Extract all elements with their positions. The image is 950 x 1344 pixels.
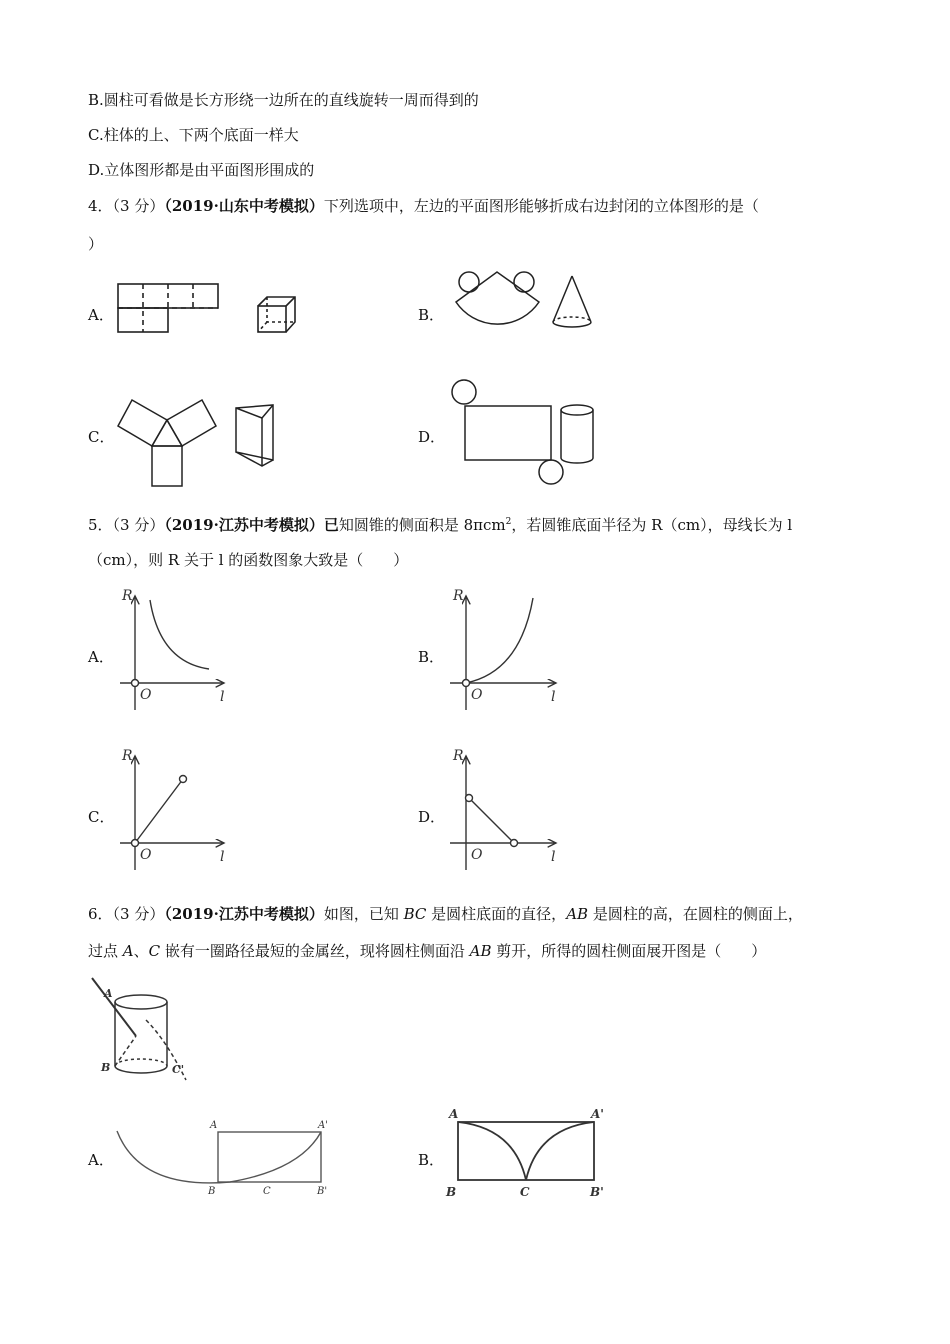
x-axis-label: l xyxy=(551,849,556,865)
label-b: B xyxy=(446,1185,457,1199)
question-source: （2019·江苏中考模拟） xyxy=(164,905,324,923)
x-axis-label: l xyxy=(220,849,225,865)
option-c-text: C.柱体的上、下两个底面一样大 xyxy=(88,126,299,144)
label-b-prime: B' xyxy=(317,1186,328,1197)
q5-option-d-label: D． xyxy=(418,808,446,826)
question-text: 、 xyxy=(133,942,149,960)
question-number: 5． xyxy=(88,516,113,534)
y-axis-label: R xyxy=(453,588,464,604)
point-c: C xyxy=(148,942,161,960)
question-number: 6． xyxy=(88,905,113,923)
question-score: （3 分） xyxy=(112,905,165,923)
origin-label: O xyxy=(471,687,483,703)
question-4-stem-cont: ） xyxy=(88,235,104,253)
label-c: C xyxy=(263,1186,271,1197)
label-c-prime: C' xyxy=(172,1063,185,1076)
question-text: 是圆柱底面的直径， xyxy=(426,905,567,923)
y-axis-label: R xyxy=(122,588,133,604)
question-text: 剪开，所得的圆柱侧面展开图是（ ） xyxy=(491,942,767,960)
segment-ab: AB xyxy=(566,905,589,923)
origin-label: O xyxy=(140,687,152,703)
segment-ab: AB xyxy=(469,942,492,960)
q4-option-a-label: A． xyxy=(88,306,114,324)
question-source: （2019·江苏中考模拟） xyxy=(164,516,324,534)
q6-option-b-label: B． xyxy=(418,1151,445,1169)
label-a: A xyxy=(210,1120,218,1131)
segment-bc: BC xyxy=(403,905,427,923)
point-a: A xyxy=(122,942,134,960)
question-source: （2019·山东中考模拟） xyxy=(164,197,324,215)
x-axis-label: l xyxy=(220,689,225,705)
option-d-text: D.立体图形都是由平面图形围成的 xyxy=(88,161,315,179)
q4-option-d-label: D． xyxy=(418,428,446,446)
label-a: A xyxy=(449,1107,459,1121)
question-text: 知圆锥的侧面积是 8πcm xyxy=(338,516,506,534)
label-a-prime: A' xyxy=(318,1120,328,1131)
superscript: 2 xyxy=(505,517,512,527)
q5-option-a-label: A． xyxy=(88,648,114,666)
question-text-2: ，若圆锥底面半径为 R（cm），母线长为 l xyxy=(511,516,793,534)
label-b-prime: B' xyxy=(590,1185,604,1199)
question-text: 嵌有一圈路径最短的金属丝，现将圆柱侧面沿 xyxy=(160,942,470,960)
question-number: 4． xyxy=(88,197,113,215)
q4-option-b-label: B． xyxy=(418,306,445,324)
question-text: 过点 xyxy=(88,942,123,960)
label-c: C xyxy=(520,1185,530,1199)
question-text: 下列选项中，左边的平面图形能够折成右边封闭的立体图形的是（ xyxy=(323,197,759,215)
q5-option-b-label: B． xyxy=(418,648,445,666)
question-text: 如图，已知 xyxy=(323,905,404,923)
q6-option-a-label: A． xyxy=(88,1151,114,1169)
y-axis-label: R xyxy=(453,748,464,764)
label-a: A xyxy=(104,987,113,1000)
question-score: （3 分） xyxy=(112,197,165,215)
x-axis-label: l xyxy=(551,689,556,705)
label-b: B xyxy=(101,1061,111,1074)
question-5-stem-cont: （cm），则 R 关于 l 的函数图象大致是（ ） xyxy=(88,551,409,569)
option-b-text: B.圆柱可看做是长方形绕一边所在的直线旋转一周而得到的 xyxy=(88,91,479,109)
label-b: B xyxy=(208,1186,216,1197)
label-a-prime: A' xyxy=(591,1107,604,1121)
question-score: （3 分） xyxy=(112,516,165,534)
q5-option-c-label: C． xyxy=(88,808,115,826)
q4-option-c-label: C． xyxy=(88,428,115,446)
question-text: 是圆柱的高，在圆柱的侧面上， xyxy=(588,905,803,923)
origin-label: O xyxy=(471,847,483,863)
origin-label: O xyxy=(140,847,152,863)
question-text-bold: 已 xyxy=(323,516,339,534)
y-axis-label: R xyxy=(122,748,133,764)
